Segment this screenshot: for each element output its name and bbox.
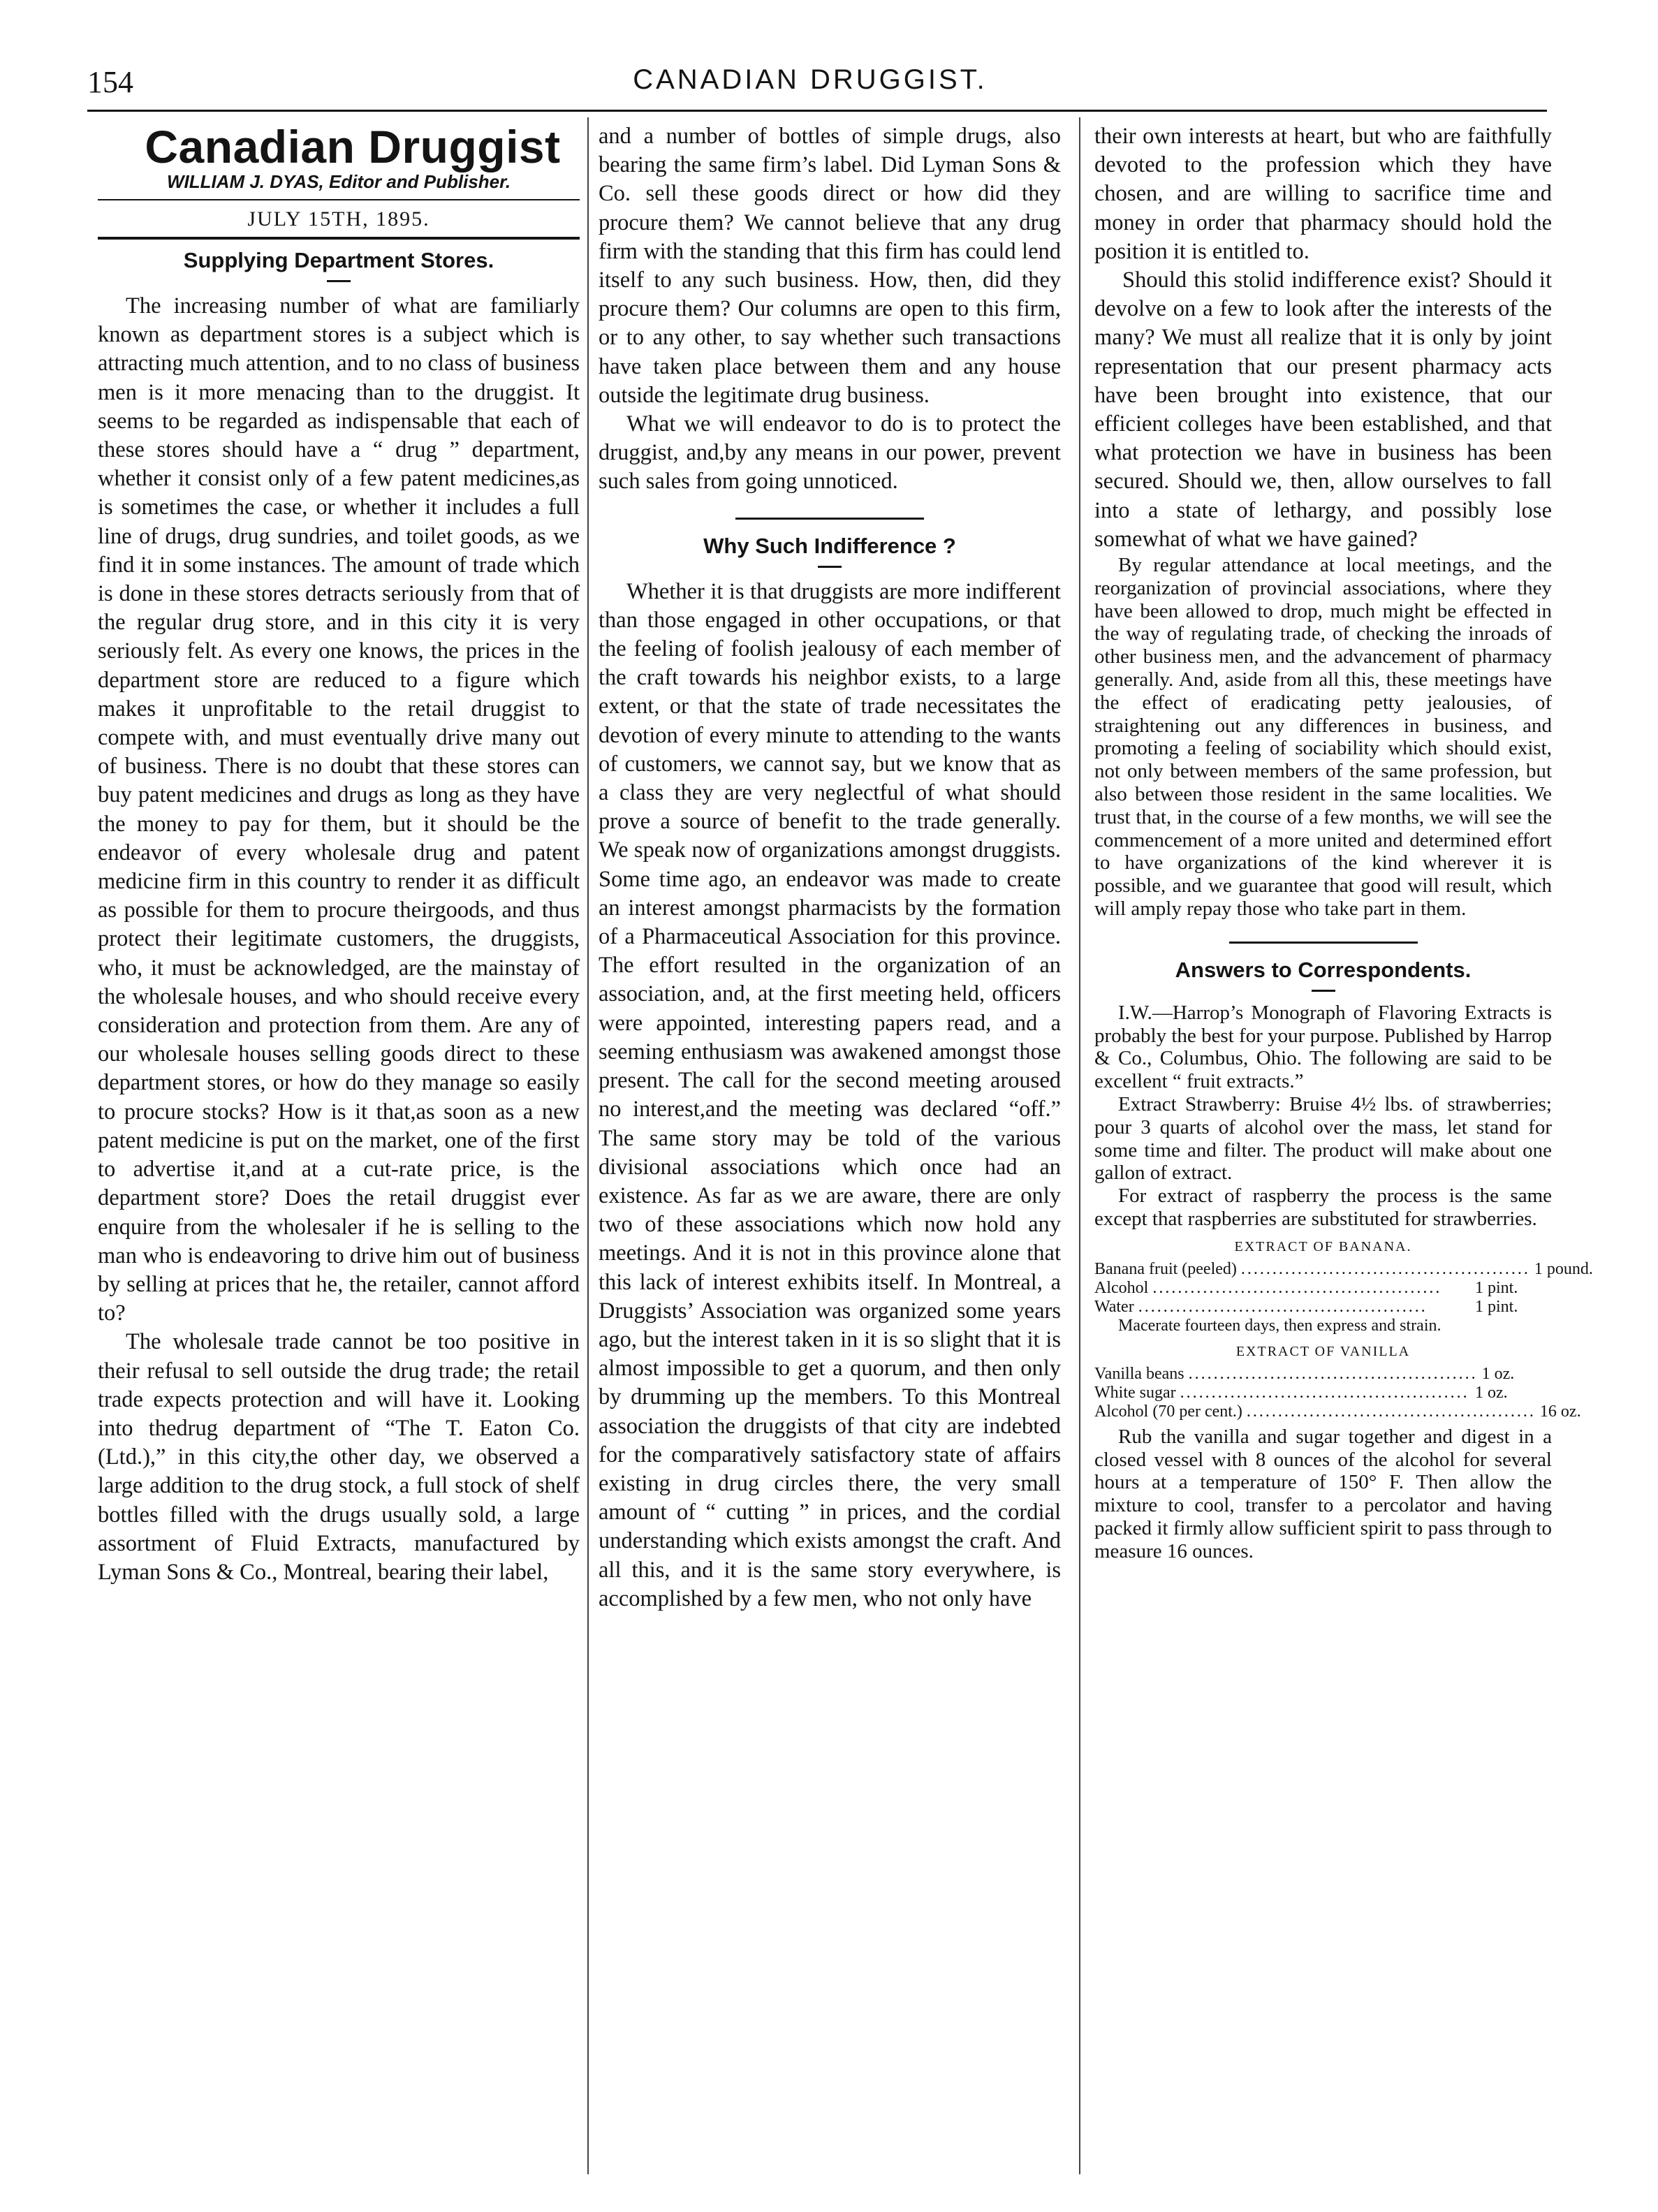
recipe-row [1094,1365,1552,1384]
article-paragraph: Should this stolid indifference exist? Should it devolve on a few to look after the interests of the many? We must all realize that it is only by joint representation that our present pharmacy acts have been brought into existence, that our efficient colleges have been established, and that what protection we have in business has been secured. Should we, then, allow ourselves to fall into a state of lethargy, and possibly lose somewhat of what we have gained? [1094,268,1552,552]
ingredient-quantity: 1 oz. [1475,1383,1508,1402]
article-paragraph: and a number of bottles of simple drugs, also bearing the same firm’s label. Did Lyman Sons & Co. sell these goods direct or how did they procure them? We cannot believe that any drug firm with the standing that this firm has could lend itself to any such business. How, then, did they procure them? Our columns are open to this firm, or to any other, to say whether such transactions have taken place between them and any house outside the legitimate drug business. [599,124,1061,408]
leader-dots: .............................................. [1240,1259,1530,1278]
leader-dots: .............................................. [1152,1278,1442,1297]
ingredient-name: Alcohol [1094,1278,1149,1297]
closing-block [1094,1426,1552,1563]
small-type-block [1094,554,1552,921]
column-1 [98,122,580,1587]
header-rule [87,110,1547,112]
issue-date: JULY 15TH, 1895. [247,207,430,230]
article-paragraph: I.W.—Harrop’s Monograph of Flavoring Extracts is probably the best for your purpose. Published by Harrop & Co., Columbus, Ohio. The following are said to be excellent “ fruit extracts.” [1094,1001,1552,1093]
article-paragraph: The wholesale trade cannot be too positive in their refusal to sell outside the drug trade; the retail trade expects protection and will have it. Looking into thedrug department of “The T. Eaton Co. (Ltd.),” in this city,the other day, we observed a large addition to the drug stock, a full stock of shelf bottles filled with the drugs usually sold, a large assortment of Fluid Extracts, manufactured by Lyman Sons & Co., Montreal, bearing their label, [98,1329,580,1585]
ingredient-name: Water [1094,1297,1134,1316]
masthead-rule [98,199,580,200]
recipe-note: Macerate fourteen days, then express and strain. [1118,1316,1441,1335]
column-divider [587,117,589,2174]
ingredient-quantity: 1 pint. [1475,1278,1518,1297]
recipe-title-vanilla: EXTRACT OF VANILLA [1235,1343,1411,1359]
leader-dots: .............................................. [1188,1364,1478,1383]
article-paragraph: Rub the vanilla and sugar together and digest in a closed vessel with 8 ounces of the alcohol for several hours at a temperature of 150° F. Then allow the mixture to cool, transfer to a percolator and having packed it firmly allow sufficient spirit to pass through to measure 16 ounces. [1094,1425,1552,1562]
article-paragraph: Extract Strawberry: Bruise 4½ lbs. of strawberries; pour 3 quarts of alcohol over the mass, let stand for some time and filter. The product will make about one gallon of extract. [1094,1092,1552,1185]
leader-dots: .............................................. [1138,1297,1428,1316]
article-paragraph: For extract of raspberry the process is the same except that raspberries are substituted for strawberries. [1094,1185,1552,1230]
journal-title: CANADIAN DRUGGIST. [633,64,988,95]
article-heading-correspondents: Answers to Correspondents. [1175,957,1472,982]
article-paragraph: Whether it is that druggists are more indifferent than those engaged in other occupations, or that the feeling of foolish jealousy of each member of the craft towards his neighbor exists, to a large extent, or that the state of trade necessitates the devotion of every minute to attending to the wants of customers, we cannot say, but we know that as a class they are very neglectful of what should prove a source of benefit to the trade generally. We speak now of organizations amongst druggists. Some time ago, an endeavor was made to create an interest amongst pharmacists by the formation of a Pharmaceutical Association for this province. The effort resulted in the organization of an association, and, at the first meeting held, officers were appointed, interesting papers read, and a seeming enthusiasm was awakened amongst those present. The call for the second meeting aroused no interest,and the meeting was declared “off.” The same story may be told of the various divisional associations which once had an existence. As far as we are aware, there are only two of these associations which now hold any meetings. And it is not in this province alone that this lack of interest exhibits itself. In Montreal, a Druggists’ Association was organized some years ago, but the interest taken in it is so slight that it is almost impossible to get a quorum, and then only by drumming up the members. To this Montreal association the druggists of that city are indebted for the comparatively satisfactory state of affairs existing in drug circles there, the very small amount of “ cutting ” in prices, and the cordial understanding which exists amongst the craft. And all this, and it is the same story everywhere, is accomplished by a few men, who not only have [599,578,1061,1611]
article-paragraph: The increasing number of what are familiarly known as department stores is a subject which is attracting much attention, and to no class of business men is it more menacing than to the druggist. It seems to be regarded as indispensable that each of these stores should have a “ drug ” department, whether it consist only of a few patent medicines,as is sometimes the case, or whether it includes a full line of drugs, drug sundries, and toilet goods, as we find it in some instances. The amount of trade which is done in these stores detracts seriously from that of the regular drug store, and in this city it is very seriously felt. As every one knows, the prices in the department store are reduced to a figure which makes it unprofitable to the retail druggist to compete with, and must eventually drive many out of business. There is no doubt that these stores can buy patent medicines and drugs as long as they have the money to pay for them, but it should be the endeavor of every wholesale drug and patent medicine firm in this country to render it as difficult as possible for them to procure theirgoods, and thus protect their legitimate customers, the druggists, who, it must be acknowledged, are the mainstay of the wholesale houses, and who should receive every consideration and protection from them. Are any of our wholesale houses selling goods direct to these department stores, or how do they manage so easily to procure stocks? How is it that,as soon as a new patent medicine is put on the market, one of the first to advertise it,and at a cut-rate price, is the department store? Does the retail druggist ever enquire from the wholesaler if he is selling to the man who is endeavoring to drive him out of business by selling at prices that he, the retailer, cannot afford to? [98,293,580,1326]
ingredient-quantity: 16 oz. [1539,1402,1581,1421]
column-3 [1094,122,1593,1563]
leader-dots: .............................................. [1180,1383,1469,1402]
article-paragraph: their own interests at heart, but who are faithfully devoted to the profession which they have chosen, and are willing to sacrifice time and money in order that pharmacy should hold the position it is entitled to. [1094,124,1552,264]
running-head [87,64,1533,106]
column-2 [599,122,1061,1613]
page-number: 154 [87,65,133,99]
ingredient-quantity: 1 oz. [1481,1364,1515,1383]
ingredient-name: Banana fruit (peeled) [1094,1259,1237,1278]
article-heading-department-stores: Supplying Department Stores. [183,248,494,272]
editor-line: WILLIAM J. DYAS, Editor and Publisher. [166,171,511,192]
recipe-row [1094,1279,1552,1298]
heading-rule [1312,990,1335,992]
ingredient-name: Alcohol (70 per cent.) [1094,1402,1242,1421]
masthead-title: Canadian Druggist [145,121,561,173]
correspondents-block [1094,1002,1552,1231]
article-separator [1229,942,1418,944]
recipe-row [1094,1259,1593,1279]
ingredient-quantity: 1 pound. [1534,1259,1593,1278]
article-heading-indifference: Why Such Indifference ? [703,533,956,558]
heading-rule [818,566,842,568]
article-paragraph: What we will endeavor to do is to protect the druggist, and,by any means in our power, prevent such sales from going unnoticed. [599,411,1061,495]
article-separator [735,518,924,520]
heading-rule [327,280,351,282]
ingredient-quantity: 1 pint. [1475,1297,1518,1316]
recipe-vanilla [1094,1364,1581,1421]
article-paragraph: By regular attendance at local meetings, and the reorganization of provincial associations, where they have been allowed to drop, much might be effected in the way of regulating trade, of checking the inroads of other business men, and the advancement of pharmacy generally. And, aside from all this, these meetings have the effect of eradicating petty jealousies, of straightening out any differences in business, and promoting a feeling of sociability which should exist, not only between members of the same profession, but also between those resident in the same localities. We trust that, in the course of a few months, we will see the commencement of a more united and determined effort to have organizations of the kind wherever it is possible, and we guarantee that good will result, which will amply repay those who take part in them. [1094,554,1552,920]
column-divider [1079,117,1080,2174]
recipe-row [1094,1402,1581,1421]
ingredient-name: Vanilla beans [1094,1364,1184,1383]
ingredient-name: White sugar [1094,1383,1176,1402]
recipe-row [1094,1298,1552,1317]
recipe-title-banana: EXTRACT OF BANANA. [1234,1238,1412,1254]
recipe-banana [1094,1259,1593,1335]
date-rule [98,237,580,240]
recipe-row [1094,1384,1552,1402]
leader-dots: .............................................. [1246,1402,1536,1421]
